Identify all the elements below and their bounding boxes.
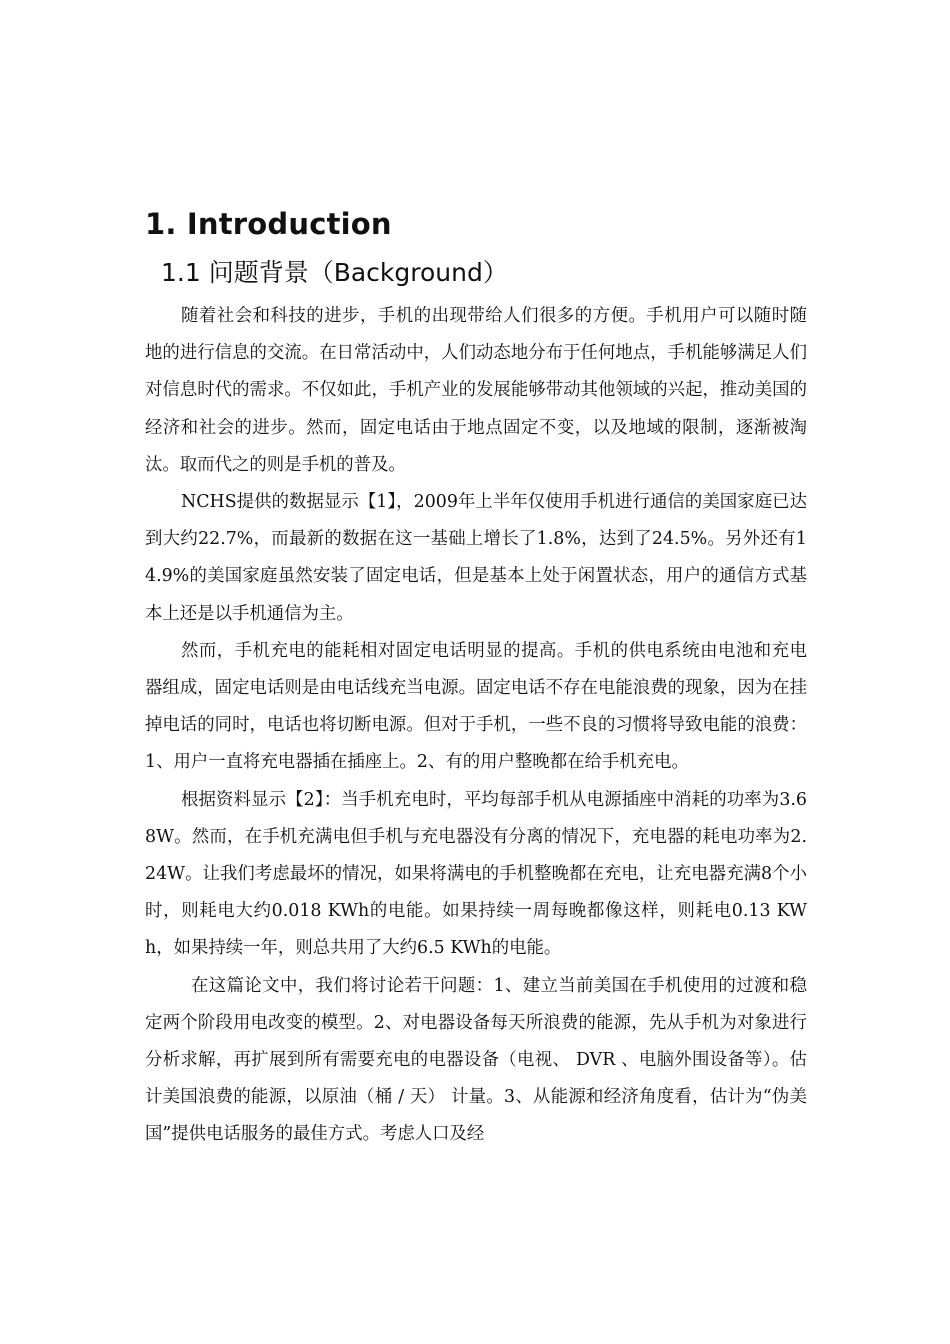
paragraph-background: 随着社会和科技的进步，手机的出现带给人们很多的方便。手机用户可以随时随地的进行信息的交流。在日常活动中，人们动态地分布于任何地点，手机能够满足人们对信息时代的需求。不仅如此，手机产业的发展能够带动其他领域的兴起，推动美国的经济和社会的进步。然而，固定电话由于地点固定不变，以及地域的限制，逐渐被淘汰。取而代之的则是手机的普及。 <box>145 306 807 475</box>
paragraph-power-consumption: 根据资料显示【2】：当手机充电时，平均每部手机从电源插座中消耗的功率为3.68W。然而，在手机充满电但手机与充电器没有分离的情况下，充电器的耗电功率为2.24W。让我们考虑最坏的情况，如果将满电的手机整晚都在充电，让充电器充满8个小时，则耗电大约0.018 KWh的电能。如果持续一周每晚都像这样，则耗电0.13 KWh，如果持续一年，则总共用了大约6.5 KWh的电能。 <box>145 789 807 959</box>
paragraph-charging-energy: 然而，手机充电的能耗相对固定电话明显的提高。手机的供电系统由电池和充电器组成，固定电话则是由电话线充当电源。固定电话不存在电能浪费的现象，因为在挂掉电话的同时，电话也将切断电源。但对于手机，一些不良的习惯将导致电能的浪费：1、用户一直将充电器插在插座上。2、有的用户整晚都在给手机充电。 <box>145 640 807 773</box>
paper-body <box>145 200 807 1154</box>
subsection-heading: 1.1 问题背景（Background） <box>161 258 508 287</box>
paragraph-nchs-data: NCHS提供的数据显示【1】，2009年上半年仅使用手机进行通信的美国家庭已达到大约22.7%，而最新的数据在这一基础上增长了1.8%，达到了24.5%。另外还有14.9%的美国家庭虽然安装了固定电话，但是基本上处于闲置状态，用户的通信方式基本上还是以手机通信为主。 <box>145 492 807 624</box>
paragraph-paper-outline: 在这篇论文中，我们将讨论若干问题：1、建立当前美国在手机使用的过渡和稳定两个阶段用电改变的模型。2、对电器设备每天所浪费的能源，先从手机为对象进行分析求解，再扩展到所有需要充电的电器设备（电视、 DVR 、电脑外围设备等）。估计美国浪费的能源，以原油（桶 / 天） 计量。3、从能源和经济角度看，估计为“伪美国”提供电话服务的最佳方式。考虑人口及经 <box>145 975 807 1145</box>
section-heading: 1. Introduction <box>145 207 392 241</box>
